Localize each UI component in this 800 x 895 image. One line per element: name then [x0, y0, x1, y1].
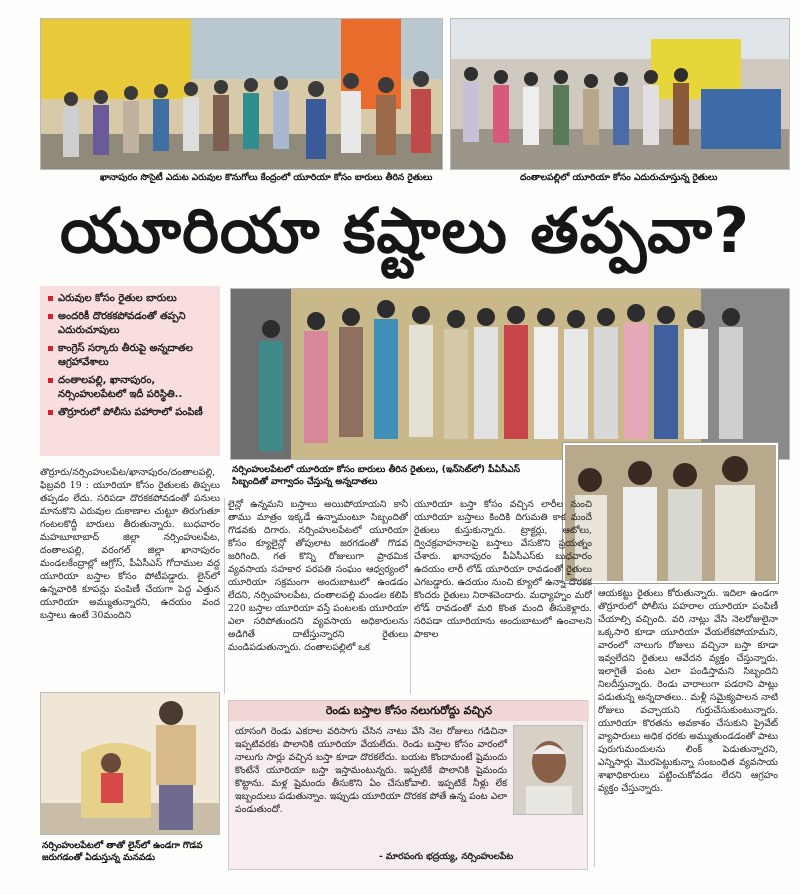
highlights-box	[40, 286, 220, 456]
highlight-item: కాంగ్రెస్ సర్కారు తీరుపై అన్నదాతల ఆగ్రహావేశాలు	[48, 342, 214, 370]
photo-narsimhulapet-queue	[230, 288, 790, 460]
caption-middle: నర్సింహులపేటలో యూరియా కోసం బారులు తీరిన రైతులు, (ఇన్‌సెట్‌లో) పీఏసీఎస్ సిబ్బందితో వాగ్వాదం చేస్తున్న అన్నదాతలు	[232, 465, 521, 487]
farmer-quote-box	[228, 700, 588, 870]
column-divider	[594, 587, 595, 867]
caption-bottom-left: నర్సింహులపేటలో తాతో లైన్‌లో ఉండగా గొడవ జరుగడంతో ఏడుస్తున్న మనవడు	[42, 841, 203, 863]
quote-title: రెండు బస్తాల కోసం నలుగురోద్దు వచ్చిన	[229, 701, 589, 721]
highlight-item: తొర్రూరులో పోలీసు పహారాలో పంపిణీ	[48, 406, 214, 420]
article-column-4: ఆయకట్టు రైతులు కోరుతున్నారు. ఇదిలా ఉండగా తొర్రూరులో పోలీసు పహరాల యూరియా పంపిణీ చేయాల్సి వచ్చింది. వరి నాట్లు వేసి నెలరోజులైనా ఒక్కసారి కూడా యూరియా వేయలేకపోయామని, వారంలో నాలుగు రోజులు వచ్చినా బస్తా కూడా ఇవ్వలేదని రైతులు ఆవేదన వ్యక్తం చేస్తున్నారు. ఇలాగైతే పంట ఎలా పండిస్తామని సిబ్బందిని నిలదీస్తున్నారు. రెండు వారాలుగా పడరాని పాట్లు పడుతున్న అన్నదాతలు.. మళ్లీ సమైక్యపాలన నాటి రోజులు వచ్చాయని గుర్తుచేసుకుంటున్నారు. యూరియా కొరతను అవకాశం చేసుకుని ప్రైవేట్ వ్యాపారులు అధిక ధరకు అమ్ముతుండడంతో పాటు పురుగుమందులను లింక్ పెడుతున్నారని, ఎన్నిసార్లు మొరపెట్టుకున్నా సంబంధిత వ్యవసాయ శాఖాధికారులు పట్టించుకోవడం లేదని ఆగ్రహం వ్యక్తం చేస్తున్నారు.	[598, 588, 778, 794]
photo-khanapuram-queue	[40, 18, 443, 170]
column-divider	[224, 498, 225, 694]
article-column-1: తొర్రూరు/నర్సింహులపేట/ఖానాపురం/దంతాలపల్లి, ఫిబ్రవరి 19 : యూరియా కోసం రైతులకు తిప్పలు తప్పడం లేదు. సరిపడా దొరకకపోవడంతో పనులు మానుకొని ఎరువుల దుకాణాల చుట్టూ తిరుగుతూ గంటలకొద్దీ బారులు తీరుతున్నారు. బుధవారం మహబూబాబాద్ జిల్లా నర్సింహులపేట, దంతాలపల్లి, వరంగల్ జిల్లా ఖానాపురం మండలకేంద్రాల్లో ఆగ్రోస్, పీఏసీఎస్ గోదాముల వద్ద యూరియా బస్తాల కోసం పోటీపడ్డారు. లైన్‌లో ఉన్నవారికి కూపన్లు పంపిణీ చేయగా పెద్ద ఎత్తున యూరియా అమ్ముతున్నారని, ఉదయం వంద బస్తాలు ఉంటే 30మందిని	[40, 467, 220, 621]
farmer-portrait	[513, 725, 583, 815]
quote-text: యాసంగి రెండు ఎకరాల వరిసాగు చేసిన నాటు వేసి నెల రోజులు గడిచినా ఇప్పటివరకు పొలానికి యూరియా వేయలేదు. రెండు బస్తాల కోసం వారంలో నాలుగు సార్లు వచ్చిన బస్తా కూడా దొరకలేదు. బయట కొందామంటే షైమందు కొంటేనే యూరియా బస్తా ఇస్తామంటున్నరు. ఇప్పటికే పొలానికి షైమందు కొట్టాను. మళ్ల షైమందు తీసుకొని ఏం చేసుకోవాలి. ఇప్పటికే నీళ్లు లేక ఇబ్బందులు పడుతున్నాం. ఇప్పుడు యూరియా దొరకక పోతే ఉన్న పంట ఎలా పండుతుందో.	[235, 726, 507, 815]
highlight-item: దంతాలపల్లి, ఖానాపురం, నర్సింహులపేటలో ఇదీ పరిస్థితి..	[48, 374, 214, 402]
article-column-2: లైన్లో ఉన్నమని బస్తాలు అయిపోయాయని కానీ తాము మాత్రం ఇక్కడే ఉన్నామంటూ సిబ్బందితో గొడవకు దిగారు. నర్సింహులపేటలో యూరియా కోసం క్యూలైన్లో తోపులాట జరగడంతో గొడవ జరిగింది. గత కొన్ని రోజులుగా ప్రాథమిక వ్యవసాయ సహకార పరపతి సంఘం ఆధ్వర్యంలో యూరియా సక్రమంగా అందుబాటులో ఉండడం లేదని, నర్సింహులపేట, దంతాలపల్లి మండల కలిపి 220 బస్తాల యూరియా వస్తే పంటలకు యూరియా ఎలా సరిపోతుందని వ్యవసాయ అధికారులను అడిగితే దాటేస్తున్నారని రైతులు మండిపడుతున్నారు. దంతాలపల్లిలో ఒక	[228, 499, 408, 653]
quote-attribution: - మారపంగు భద్రయ్య, నర్సింహులపేట	[379, 852, 514, 862]
caption-top-left: ఖానాపురం సొసైటీ ఎదుట ఎరువుల కొనుగోలు కేంద్రంలో యూరియా కోసం బారులు తీరిన రైతులు	[100, 173, 433, 183]
column-divider	[410, 498, 411, 694]
headline: యూరియా కష్టాలు తప్పవా?	[59, 194, 751, 267]
photo-inset-argument	[563, 443, 778, 583]
photo-crying-grandson	[40, 692, 220, 835]
article-column-3: యూరియా బస్తా కోసం వచ్చిన లారీల నుంచి యూరియా బస్తాలు కిందికి దిగుమతి కాక మందే రైతులు కుస్తుకున్నారు. ట్రాక్టర్లు, ఆటోలు, ద్విచక్రవాహనాలపై బస్తాలు వేసుకొని ప్రయత్నం చేశారు. ఖానాపురం పీఏసీఎస్‌కు బుధవారం ఉదయం లారీ లోడ్ యూరియా రావడంతో రైతులు ఎగబడ్డారు. ఉదయం నుంచి క్యూలో ఉన్నా దొరకక కొందరు రైతులు నిరాశచెందారు. మధ్యాహ్నం మరో లోడ్ రావడంతో మరి కొంత మంది తీసుకెళ్లారు. సరిపడా యూరియాను అందుబాటులో ఉంచాలని పాకాల	[414, 499, 592, 640]
photo-dantalapalli-waiting	[450, 18, 790, 170]
highlight-item: ఎరువుల కోసం రైతుల బారులు	[48, 292, 214, 306]
caption-top-right: దంతాలపల్లిలో యూరియా కోసం ఎదురుచూస్తున్న రైతులు	[520, 173, 718, 183]
highlight-item: అందరికీ దొరకకపోవడంతో తప్పని ఎదురుచూపులు	[48, 310, 214, 338]
